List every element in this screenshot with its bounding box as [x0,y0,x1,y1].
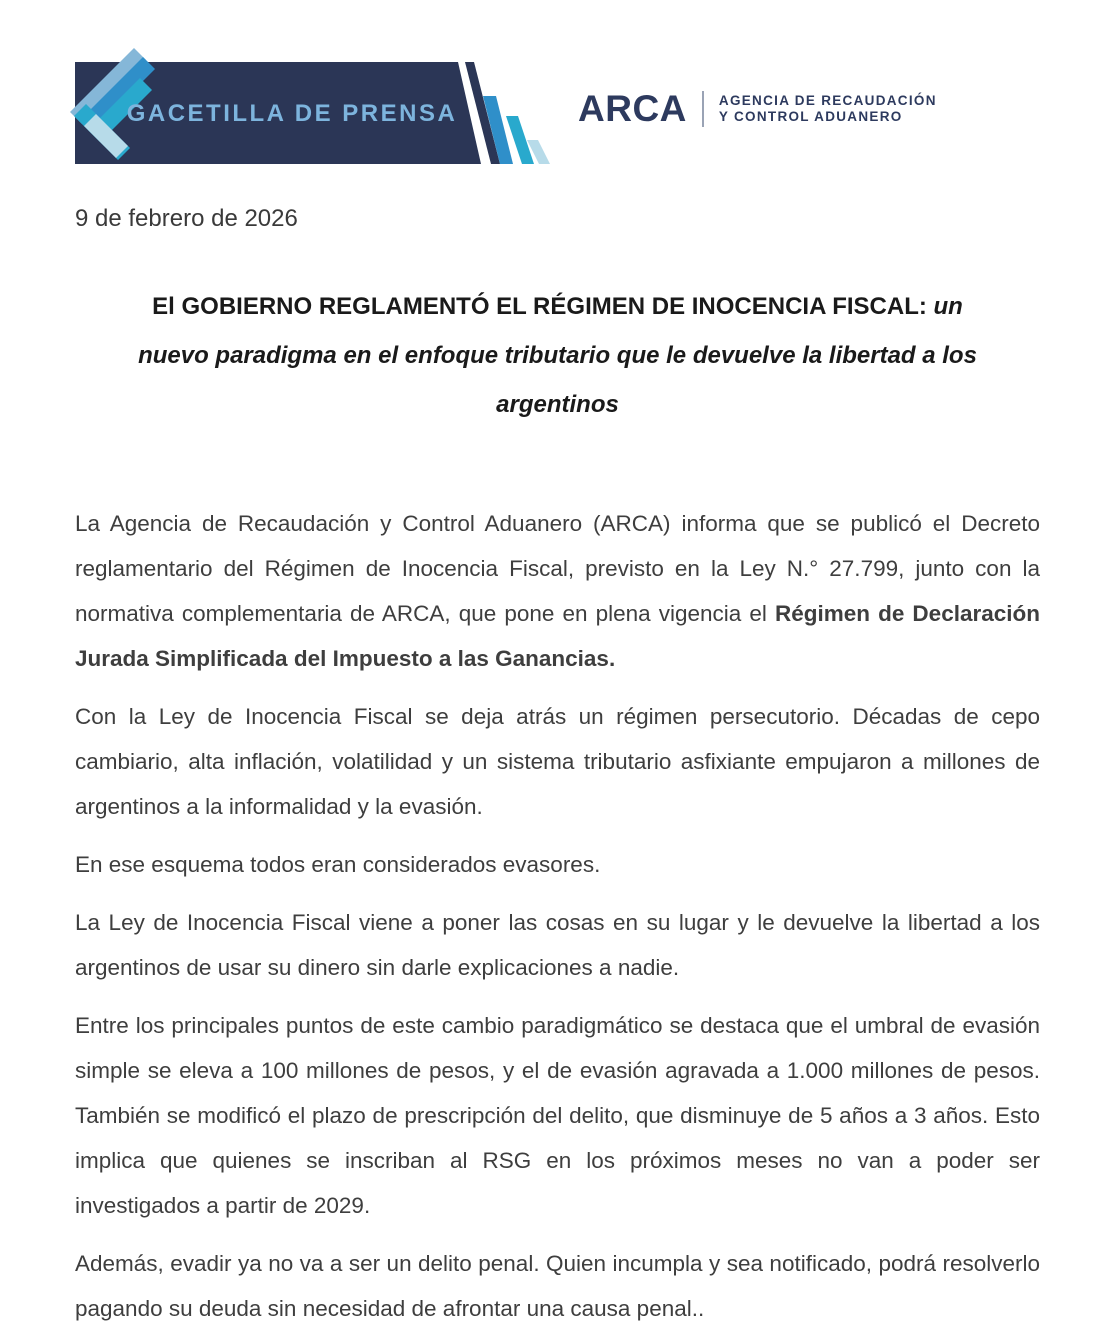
paragraph [75,900,1040,990]
arca-logo-subtitle-line2: Y CONTROL ADUANERO [718,108,903,124]
banner-right-stripes [465,62,550,164]
release-date: 9 de febrero de 2026 [75,205,298,232]
article-body [75,501,1040,1327]
paragraph [75,501,1040,681]
headline-text-run: un [933,293,963,320]
paragraph-text-run: Con la Ley de Inocencia Fiscal se deja atrás un régimen persecutorio. Décadas de cepo cambiario, alta inflación, volatilidad y un sistema tributario asfixiante empujaron a millones de argentinos a la informalidad y la evasión. [75,704,1040,819]
arca-logo-separator [702,91,704,127]
headline-text-run: nuevo paradigma en el enfoque tributario que le devuelve la libertad a los [138,342,977,369]
paragraph-text-run: La Ley de Inocencia Fiscal viene a poner las cosas en su lugar y le devuelve la libertad a los argentinos de usar su dinero sin darle explicaciones a nadie. [75,910,1040,980]
headline-text-run: argentinos [496,391,619,418]
arca-logo [578,90,937,127]
headline-line [75,331,1040,380]
paragraph-text-run: La Agencia de Recaudación y Control Aduanero (ARCA) informa que se publicó el Decreto reglamentario del Régimen de Inocencia Fiscal, previsto en la Ley N.° 27.799, junto con la normativa complementaria de ARCA, que pone en plena vigencia el [75,511,1040,626]
paragraph [75,842,1040,887]
arca-logo-subtitle [719,93,937,125]
paragraph-text-run: Entre los principales puntos de este cambio paradigmático se destaca que el umbral de evasión simple se eleva a 100 millones de pesos, y el de evasión agravada a 1.000 millones de pesos. También se modificó el plazo de prescripción del delito, que disminuye de 5 años a 3 años. Esto implica que quienes se inscriban al RSG en los próximos meses no van a poder ser investigados a partir de 2029. [75,1013,1040,1218]
paragraph [75,1003,1040,1228]
press-banner-ribbon [60,48,620,180]
paragraph [75,694,1040,829]
arca-logo-subtitle-line1: AGENCIA DE RECAUDACIÓN [718,92,937,108]
paragraph-text-run: En ese esquema todos eran considerados evasores. [75,852,601,877]
headline-line [75,282,1040,331]
paragraph-text-run: Régimen de Declaración Jurada Simplificada del Impuesto a las Ganancias. [75,601,1040,671]
headline-line [75,380,1040,429]
paragraph [75,1241,1040,1327]
arca-logo-wordmark: ARCA [578,88,687,129]
headline-text-run: El GOBIERNO REGLAMENTÓ EL RÉGIMEN DE INOCENCIA FISCAL: [152,293,934,320]
banner-title: GACETILLA DE PRENSA [126,100,458,127]
headline [75,282,1040,429]
paragraph-text-run: Además, evadir ya no va a ser un delito penal. Quien incumpla y sea notificado, podrá resolverlo pagando su deuda sin necesidad de afrontar una causa penal.. [75,1251,1040,1321]
document-content [75,204,1040,1327]
